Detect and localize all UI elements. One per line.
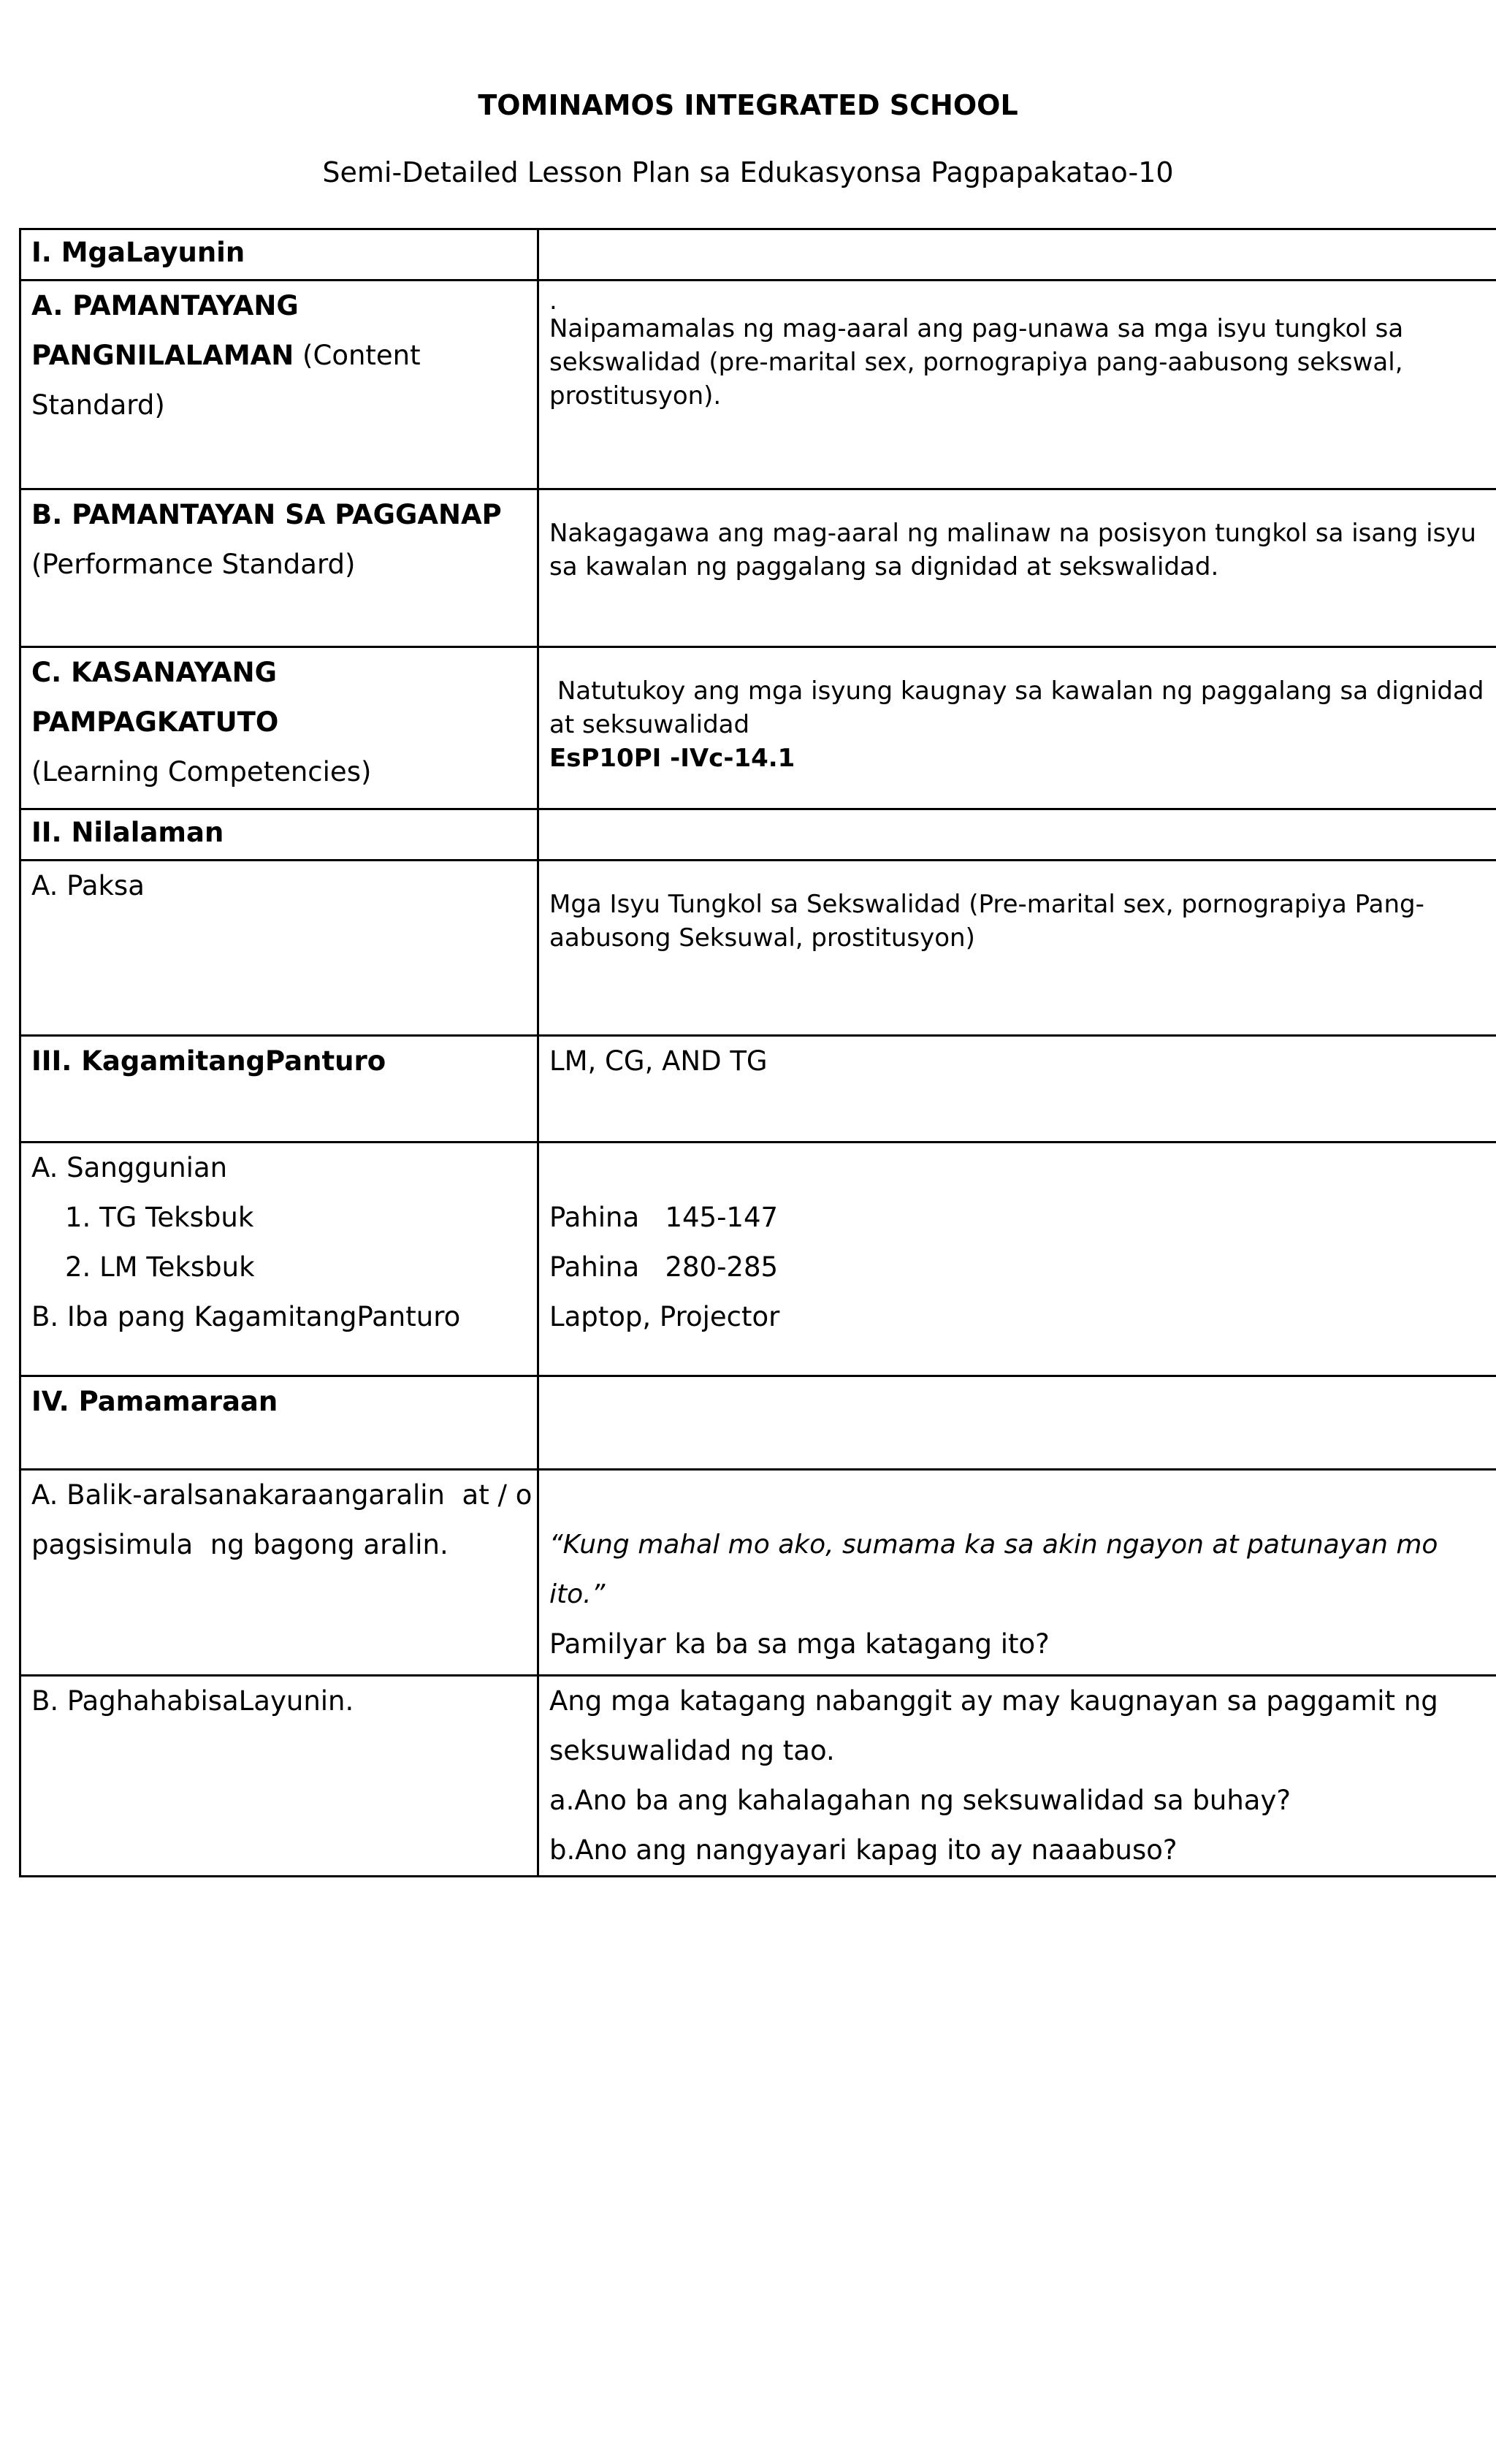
value-kagamitan: LM, CG, AND TG	[538, 1036, 1496, 1143]
sanggunian-heading: A. Sanggunian	[31, 1152, 228, 1183]
performance-standard-heading: B. PAMANTAYAN SA PAGGANAP	[31, 499, 502, 530]
paghahabi-line-1: Ang mga katagang nabanggit ay may kaugnayan sa paggamit ng seksuwalidad ng tao.	[549, 1685, 1438, 1766]
balik-aral-question: Pamilyar ka ba sa mga katagang ito?	[549, 1628, 1050, 1660]
row-balik-aral	[20, 1470, 1496, 1676]
row-nilalaman	[20, 809, 1496, 861]
label-kagamitan: III. KagamitangPanturo	[20, 1036, 538, 1143]
value-performance-standard	[538, 489, 1496, 647]
balik-aral-blank	[549, 1471, 1490, 1520]
content-standard-text: Naipamamalas ng mag-aaral ang pag-unawa sa mga isyu tungkol sa sekswalidad (pre-marital sex, pornograpiya pang-aabusong sekswal, prostitusyon).	[549, 314, 1404, 411]
tg-teksbuk-label: 1. TG Teksbuk	[65, 1202, 254, 1233]
row-kagamitan	[20, 1036, 1496, 1143]
lesson-plan-title: Semi-Detailed Lesson Plan sa Edukasyonsa Pagpapakatao-10	[322, 156, 1174, 188]
performance-standard-heading-english: (Performance Standard)	[31, 549, 356, 580]
paghahabi-question-b: b.Ano ang nangyayari kapag ito ay naaabuso?	[549, 1834, 1178, 1866]
value-paghahabi	[538, 1676, 1496, 1877]
label-competencies	[20, 647, 538, 809]
balik-aral-label-1: A. Balik-aralsanakaraangaralin at / o	[31, 1479, 533, 1511]
label-paksa: A. Paksa	[20, 861, 538, 1036]
lm-teksbuk-label: 2. LM Teksbuk	[65, 1251, 255, 1283]
sanggunian-blank	[549, 1143, 1490, 1193]
competencies-heading-english: (Learning Competencies)	[31, 756, 372, 787]
row-paghahabi	[20, 1676, 1496, 1877]
label-layunin: I. MgaLayunin	[20, 229, 538, 281]
value-sanggunian	[538, 1143, 1496, 1376]
tg-teksbuk-pages: Pahina 145-147	[549, 1202, 779, 1233]
label-performance-standard	[20, 489, 538, 647]
row-paksa	[20, 861, 1496, 1036]
label-content-standard	[20, 281, 538, 489]
row-performance-standard	[20, 489, 1496, 647]
content-standard-heading-english: (Content Standard)	[31, 340, 421, 421]
label-paghahabi: B. PaghahabisaLayunin.	[20, 1676, 538, 1877]
competencies-text: Natutukoy ang mga isyung kaugnay sa kawalan ng paggalang sa dignidad at seksuwalidad	[549, 676, 1492, 739]
lesson-plan-table	[19, 228, 1496, 1877]
iba-pang-kagamitan-value: Laptop, Projector	[549, 1301, 780, 1332]
iba-pang-kagamitan-label: B. Iba pang KagamitangPanturo	[31, 1301, 461, 1332]
lm-teksbuk-pages: Pahina 280-285	[549, 1251, 779, 1283]
label-nilalaman: II. Nilalaman	[20, 809, 538, 861]
balik-aral-label-2: pagsisimula ng bagong aralin.	[31, 1529, 449, 1560]
balik-aral-quote: “Kung mahal mo ako, sumama ka sa akin ngayon at patunayan mo ito.”	[549, 1530, 1438, 1609]
row-competencies	[20, 647, 1496, 809]
content-standard-dot: .	[549, 286, 557, 316]
school-name: TOMINAMOS INTEGRATED SCHOOL	[478, 89, 1018, 121]
value-content-standard	[538, 281, 1496, 489]
content-standard-heading-bold: PANGNILALAMAN	[31, 340, 294, 371]
row-pamamaraan	[20, 1376, 1496, 1470]
label-sanggunian	[20, 1143, 538, 1376]
performance-standard-text: Nakagagawa ang mag-aaral ng malinaw na posisyon tungkol sa isang isyu sa kawalan ng paggalang sa dignidad at sekswalidad.	[549, 519, 1476, 581]
paksa-text: Mga Isyu Tungkol sa Sekswalidad (Pre-marital sex, pornograpiya Pang-aabusong Seksuwal, prostitusyon)	[549, 890, 1424, 953]
value-balik-aral	[538, 1470, 1496, 1676]
competencies-heading: C. KASANAYANG PAMPAGKATUTO	[31, 657, 279, 738]
content-standard-heading-2	[31, 331, 527, 430]
row-content-standard	[20, 281, 1496, 489]
value-nilalaman	[538, 809, 1496, 861]
value-paksa	[538, 861, 1496, 1036]
label-pamamaraan: IV. Pamamaraan	[20, 1376, 538, 1470]
value-pamamaraan	[538, 1376, 1496, 1470]
row-sanggunian	[20, 1143, 1496, 1376]
label-balik-aral	[20, 1470, 538, 1676]
row-layunin	[20, 229, 1496, 281]
content-standard-heading-1: A. PAMANTAYANG	[31, 290, 299, 321]
value-competencies	[538, 647, 1496, 809]
paghahabi-question-a: a.Ano ba ang kahalagahan ng seksuwalidad sa buhay?	[549, 1785, 1291, 1816]
value-layunin	[538, 229, 1496, 281]
competency-code: EsP10PI -IVc-14.1	[549, 744, 795, 773]
